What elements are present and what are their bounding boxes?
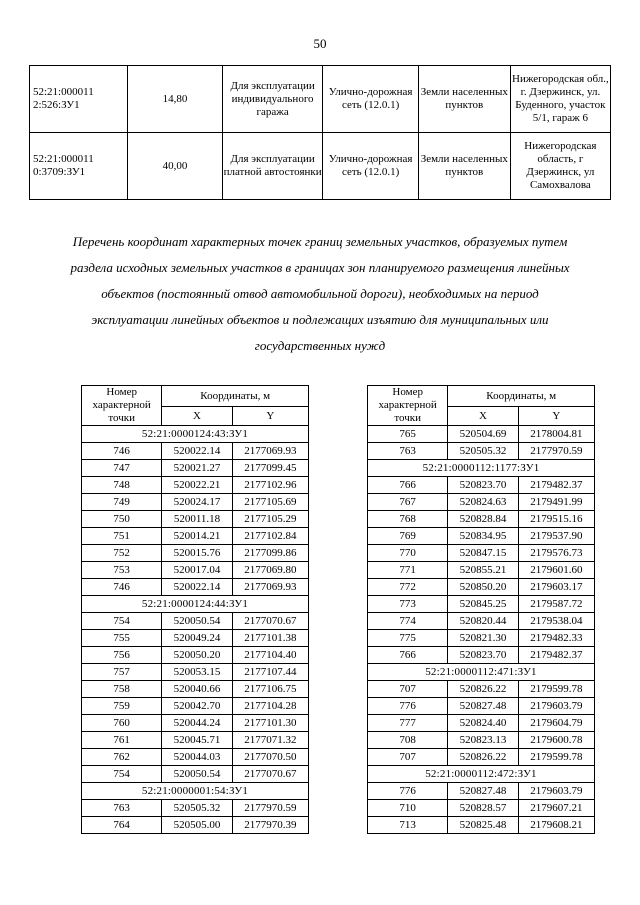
coord-y: 2179603.17	[518, 579, 594, 596]
parcel-group-row	[368, 664, 595, 681]
coord-y: 2177069.93	[232, 443, 308, 460]
coord-y: 2177970.59	[232, 800, 308, 817]
parcel-group-label: 52:21:0000124:43:ЗУ1	[82, 426, 309, 443]
coord-y: 2179537.90	[518, 528, 594, 545]
coord-y: 2177104.40	[232, 647, 308, 664]
point-number: 710	[368, 800, 448, 817]
point-number: 753	[82, 562, 162, 579]
coord-x: 520014.21	[162, 528, 232, 545]
parcel-group-row	[82, 783, 309, 800]
coord-x: 520505.32	[448, 443, 518, 460]
point-number: 769	[368, 528, 448, 545]
coord-y: 2179599.78	[518, 681, 594, 698]
coord-x: 520044.24	[162, 715, 232, 732]
parcel-cadastral-number: 52:21:000011 0:3709:ЗУ1	[30, 133, 128, 200]
coord-x: 520050.20	[162, 647, 232, 664]
parcel-cadastral-number: 52:21:000011 2:526:ЗУ1	[30, 66, 128, 133]
point-number: 777	[368, 715, 448, 732]
point-number: 776	[368, 698, 448, 715]
coordinate-row	[82, 749, 309, 766]
coord-x: 520044.03	[162, 749, 232, 766]
point-number: 774	[368, 613, 448, 630]
coordinates-table-left	[81, 385, 309, 834]
coord-x: 520050.54	[162, 613, 232, 630]
coordinate-row	[368, 698, 595, 715]
coordinate-row	[368, 647, 595, 664]
coordinate-row	[82, 528, 309, 545]
coord-x: 520828.84	[448, 511, 518, 528]
header-point-number: Номер характерной точки	[82, 386, 162, 426]
point-number: 713	[368, 817, 448, 834]
header-coordinates: Координаты, м	[162, 386, 309, 407]
coord-y: 2177104.28	[232, 698, 308, 715]
page-number: 50	[313, 36, 327, 51]
parcel-group-label: 52:21:0000112:471:ЗУ1	[368, 664, 595, 681]
point-number: 707	[368, 749, 448, 766]
coord-y: 2179576.73	[518, 545, 594, 562]
point-number: 771	[368, 562, 448, 579]
coord-x: 520022.14	[162, 443, 232, 460]
coordinate-row	[82, 494, 309, 511]
point-number: 763	[82, 800, 162, 817]
coord-x: 520827.48	[448, 698, 518, 715]
coord-y: 2179600.78	[518, 732, 594, 749]
coordinate-row	[368, 477, 595, 494]
coord-x: 520847.15	[448, 545, 518, 562]
coord-y: 2177970.39	[232, 817, 308, 834]
coordinate-row	[82, 647, 309, 664]
point-number: 773	[368, 596, 448, 613]
coordinate-row	[82, 443, 309, 460]
point-number: 757	[82, 664, 162, 681]
coord-x: 520855.21	[448, 562, 518, 579]
coordinate-row	[82, 477, 309, 494]
coordinate-row	[368, 443, 595, 460]
coord-x: 520022.21	[162, 477, 232, 494]
coordinate-row	[368, 732, 595, 749]
point-number: 758	[82, 681, 162, 698]
coord-y: 2179515.16	[518, 511, 594, 528]
point-number: 770	[368, 545, 448, 562]
header-y: Y	[232, 407, 308, 426]
coord-x: 520040.66	[162, 681, 232, 698]
coord-x: 520828.57	[448, 800, 518, 817]
coord-x: 520820.44	[448, 613, 518, 630]
coordinate-row	[82, 732, 309, 749]
coord-y: 2179538.04	[518, 613, 594, 630]
point-number: 747	[82, 460, 162, 477]
coordinate-row	[368, 494, 595, 511]
coord-y: 2177101.38	[232, 630, 308, 647]
header-y: Y	[518, 407, 594, 426]
point-number: 751	[82, 528, 162, 545]
point-number: 754	[82, 766, 162, 783]
parcel-land-category: Земли населенных пунктов	[418, 66, 510, 133]
coord-y: 2179601.60	[518, 562, 594, 579]
coord-x: 520504.69	[448, 426, 518, 443]
coordinate-row	[368, 596, 595, 613]
point-number: 767	[368, 494, 448, 511]
coord-x: 520021.27	[162, 460, 232, 477]
parcel-land-category: Земли населенных пунктов	[418, 133, 510, 200]
coord-y: 2179599.78	[518, 749, 594, 766]
coordinate-row	[368, 715, 595, 732]
parcel-row	[30, 133, 611, 200]
coordinate-row	[368, 817, 595, 834]
point-number: 750	[82, 511, 162, 528]
coordinate-row	[82, 460, 309, 477]
coordinate-row	[368, 783, 595, 800]
point-number: 764	[82, 817, 162, 834]
coord-y: 2179482.33	[518, 630, 594, 647]
header-point-number: Номер характерной точки	[368, 386, 448, 426]
coord-y: 2179482.37	[518, 647, 594, 664]
point-number: 755	[82, 630, 162, 647]
coord-x: 520049.24	[162, 630, 232, 647]
coord-x: 520826.22	[448, 749, 518, 766]
coord-y: 2177102.96	[232, 477, 308, 494]
coord-y: 2177099.45	[232, 460, 308, 477]
parcel-table	[29, 65, 611, 200]
coordinate-row	[82, 630, 309, 647]
coordinate-row	[368, 613, 595, 630]
point-number: 766	[368, 477, 448, 494]
coord-y: 2177970.59	[518, 443, 594, 460]
coordinates-table-right	[367, 385, 595, 834]
coord-y: 2177069.93	[232, 579, 308, 596]
coordinate-row	[368, 800, 595, 817]
parcel-permitted-use: Для эксплуатации индивидуального гаража	[222, 66, 322, 133]
coord-x: 520824.40	[448, 715, 518, 732]
point-number: 759	[82, 698, 162, 715]
point-number: 760	[82, 715, 162, 732]
point-number: 768	[368, 511, 448, 528]
point-number: 762	[82, 749, 162, 766]
coord-x: 520823.70	[448, 647, 518, 664]
coord-y: 2178004.81	[518, 426, 594, 443]
coordinate-row	[368, 681, 595, 698]
coordinate-row	[82, 715, 309, 732]
coord-y: 2177106.75	[232, 681, 308, 698]
coordinate-row	[82, 545, 309, 562]
coordinate-row	[368, 528, 595, 545]
parcel-zone: Улично-дорожная сеть (12.0.1)	[323, 66, 419, 133]
parcel-group-row	[368, 766, 595, 783]
coord-x: 520823.13	[448, 732, 518, 749]
point-number: 775	[368, 630, 448, 647]
parcel-area: 40,00	[127, 133, 222, 200]
point-number: 765	[368, 426, 448, 443]
coord-x: 520022.14	[162, 579, 232, 596]
coord-y: 2179587.72	[518, 596, 594, 613]
coord-x: 520850.20	[448, 579, 518, 596]
header-x: X	[162, 407, 232, 426]
coordinates-title: Перечень координат характерных точек границ земельных участков, образуемых путем раздела исходных земельных участков в границах зон планируемого размещения линейных объектов (постоянный отвод автомобильной дороги), необходимых на период эксплуатации линейных объектов и подлежащих изъятию для муниципальных или государственных нужд	[70, 234, 570, 353]
coordinate-row	[368, 749, 595, 766]
coordinate-row	[368, 562, 595, 579]
coord-x: 520505.00	[162, 817, 232, 834]
coord-x: 520821.30	[448, 630, 518, 647]
coordinate-row	[82, 766, 309, 783]
coord-y: 2177102.84	[232, 528, 308, 545]
coord-x: 520825.48	[448, 817, 518, 834]
parcel-group-label: 52:21:0000001:54:ЗУ1	[82, 783, 309, 800]
coord-x: 520823.70	[448, 477, 518, 494]
coord-y: 2177071.32	[232, 732, 308, 749]
coord-y: 2177107.44	[232, 664, 308, 681]
coord-y: 2177099.86	[232, 545, 308, 562]
coord-y: 2177070.67	[232, 613, 308, 630]
coord-x: 520505.32	[162, 800, 232, 817]
coord-x: 520827.48	[448, 783, 518, 800]
parcel-group-label: 52:21:0000124:44:ЗУ1	[82, 596, 309, 613]
coordinate-row	[368, 426, 595, 443]
point-number: 748	[82, 477, 162, 494]
parcel-address: Нижегородская обл., г. Дзержинск, ул. Буденного, участок 5/1, гараж 6	[510, 66, 610, 133]
coord-y: 2179607.21	[518, 800, 594, 817]
coordinate-row	[368, 630, 595, 647]
coordinate-row	[82, 681, 309, 698]
parcel-group-label: 52:21:0000112:472:ЗУ1	[368, 766, 595, 783]
coordinate-row	[82, 800, 309, 817]
coord-x: 520053.15	[162, 664, 232, 681]
point-number: 746	[82, 443, 162, 460]
coord-y: 2177070.50	[232, 749, 308, 766]
coordinate-row	[82, 817, 309, 834]
coord-x: 520017.04	[162, 562, 232, 579]
coord-y: 2177105.69	[232, 494, 308, 511]
point-number: 772	[368, 579, 448, 596]
point-number: 756	[82, 647, 162, 664]
point-number: 761	[82, 732, 162, 749]
point-number: 754	[82, 613, 162, 630]
coordinate-row	[368, 579, 595, 596]
point-number: 776	[368, 783, 448, 800]
coord-x: 520045.71	[162, 732, 232, 749]
coord-y: 2179603.79	[518, 698, 594, 715]
coord-x: 520024.17	[162, 494, 232, 511]
coord-y: 2179482.37	[518, 477, 594, 494]
coord-y: 2177070.67	[232, 766, 308, 783]
parcel-area: 14,80	[127, 66, 222, 133]
coordinate-row	[368, 511, 595, 528]
coordinate-row	[82, 613, 309, 630]
coord-y: 2179603.79	[518, 783, 594, 800]
coord-x: 520824.63	[448, 494, 518, 511]
point-number: 746	[82, 579, 162, 596]
coordinate-row	[368, 545, 595, 562]
coord-x: 520826.22	[448, 681, 518, 698]
coordinate-row	[82, 579, 309, 596]
coord-x: 520845.25	[448, 596, 518, 613]
point-number: 763	[368, 443, 448, 460]
coord-y: 2177069.80	[232, 562, 308, 579]
coordinate-row	[82, 698, 309, 715]
coordinate-row	[82, 511, 309, 528]
coord-x: 520834.95	[448, 528, 518, 545]
coord-y: 2179604.79	[518, 715, 594, 732]
coord-x: 520042.70	[162, 698, 232, 715]
parcel-group-row	[368, 460, 595, 477]
point-number: 752	[82, 545, 162, 562]
parcel-zone: Улично-дорожная сеть (12.0.1)	[323, 133, 419, 200]
parcel-group-label: 52:21:0000112:1177:ЗУ1	[368, 460, 595, 477]
coord-x: 520015.76	[162, 545, 232, 562]
parcel-row	[30, 66, 611, 133]
point-number: 707	[368, 681, 448, 698]
coord-y: 2179608.21	[518, 817, 594, 834]
point-number: 749	[82, 494, 162, 511]
header-x: X	[448, 407, 518, 426]
coord-y: 2177105.29	[232, 511, 308, 528]
parcel-permitted-use: Для эксплуатации платной автостоянки	[222, 133, 322, 200]
coord-x: 520050.54	[162, 766, 232, 783]
coordinate-row	[82, 562, 309, 579]
header-coordinates: Координаты, м	[448, 386, 595, 407]
point-number: 766	[368, 647, 448, 664]
coord-x: 520011.18	[162, 511, 232, 528]
coord-y: 2179491.99	[518, 494, 594, 511]
coordinate-row	[82, 664, 309, 681]
parcel-group-row	[82, 426, 309, 443]
point-number: 708	[368, 732, 448, 749]
parcel-group-row	[82, 596, 309, 613]
coord-y: 2177101.30	[232, 715, 308, 732]
parcel-address: Нижегородская область, г Дзержинск, ул Самохвалова	[510, 133, 610, 200]
